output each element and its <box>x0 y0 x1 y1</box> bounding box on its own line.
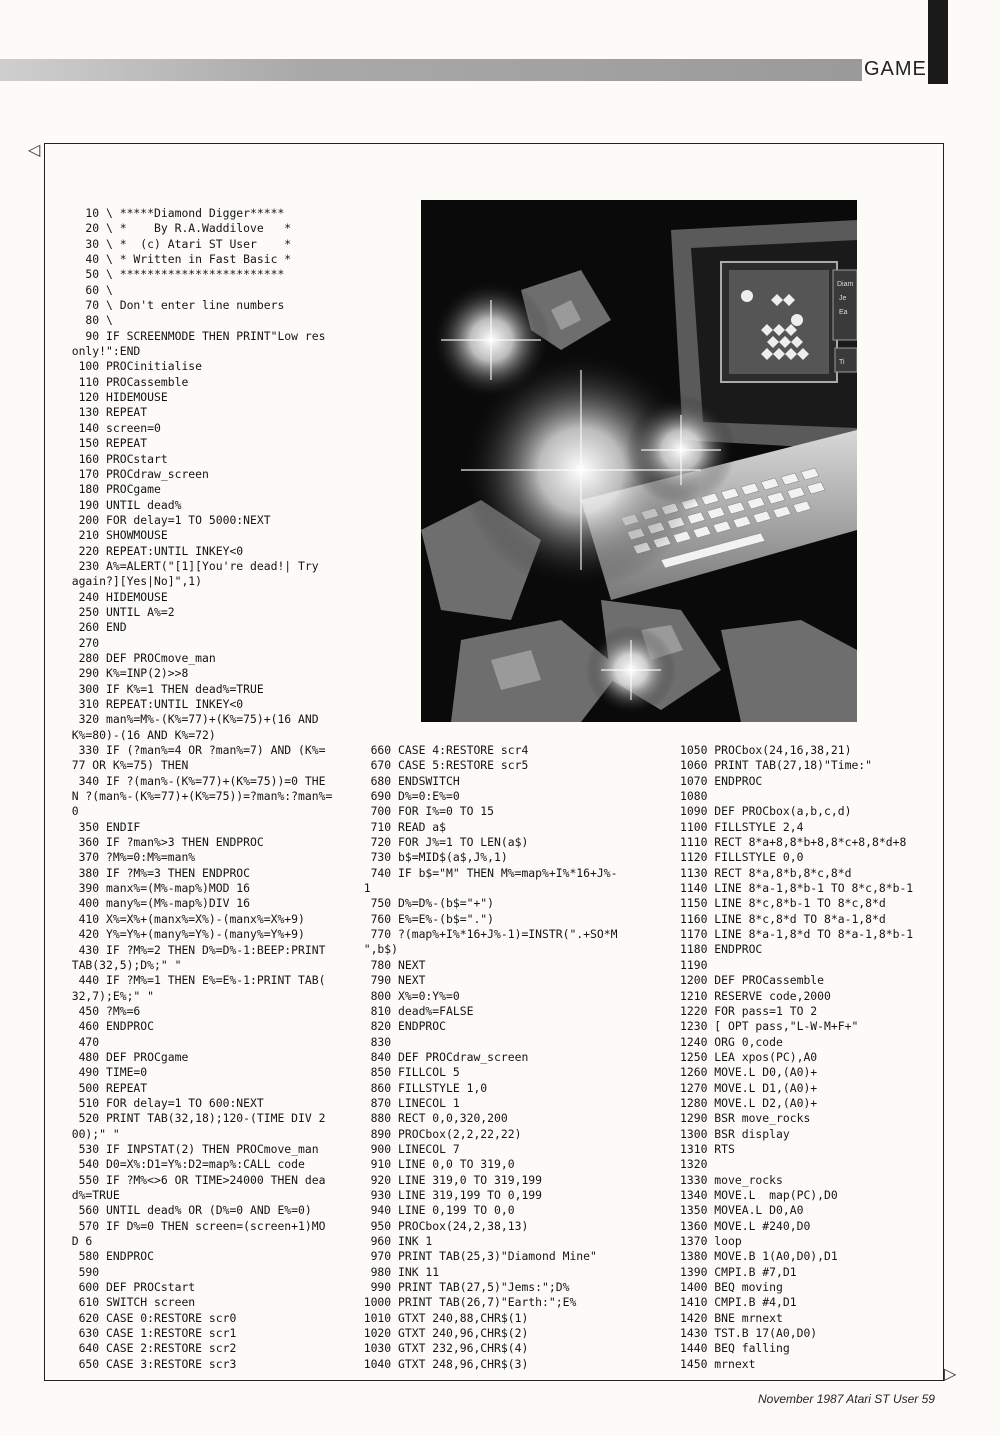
code-line: 680 ENDSWITCH <box>350 773 460 788</box>
code-line: 1210 RESERVE code,2000 <box>680 988 831 1003</box>
code-line: 1130 RECT 8*a,8*b,8*c,8*d <box>680 865 852 880</box>
code-line: 32,7);E%;" " <box>58 988 155 1003</box>
code-line: 1300 BSR display <box>680 1126 790 1141</box>
page-edge-tab <box>928 0 948 84</box>
code-line: 1450 mrnext <box>680 1356 756 1371</box>
code-line: 800 X%=0:Y%=0 <box>350 988 460 1003</box>
code-line: 460 ENDPROC <box>58 1019 155 1034</box>
screen-label-4: Ti <box>839 359 845 366</box>
code-line: 330 IF (?man%=4 OR ?man%=7) AND (K%= <box>58 743 326 758</box>
code-line: 940 LINE 0,199 TO 0,0 <box>350 1203 515 1218</box>
code-line: 1200 DEF PROCassemble <box>680 973 825 988</box>
code-line: 1280 MOVE.L D2,(A0)+ <box>680 1095 818 1110</box>
code-line: 1090 DEF PROCbox(a,b,c,d) <box>680 804 852 819</box>
code-line: 380 IF ?M%=3 THEN ENDPROC <box>58 865 251 880</box>
code-line: 210 SHOWMOUSE <box>58 528 168 543</box>
code-line: 1120 FILLSTYLE 0,0 <box>680 850 804 865</box>
code-line: 1430 TST.B 17(A0,D0) <box>680 1326 818 1341</box>
code-line: 1400 BEQ moving <box>680 1280 783 1295</box>
code-line: N ?(man%-(K%=77)+(K%=75))=?man%:?man%= <box>58 789 333 804</box>
code-line: 60 \ <box>58 282 113 297</box>
code-line: 100 PROCinitialise <box>58 359 203 374</box>
code-line: 320 man%=M%-(K%=77)+(K%=75)+(16 AND <box>58 712 319 727</box>
code-line: 880 RECT 0,0,320,200 <box>350 1111 508 1126</box>
code-line: 810 dead%=FALSE <box>350 1003 474 1018</box>
code-line: 760 E%=E%-(b$=".") <box>350 911 495 926</box>
code-line: 920 LINE 319,0 TO 319,199 <box>350 1172 543 1187</box>
code-line: 50 \ ************************ <box>58 267 285 282</box>
code-line: 290 K%=INP(2)>>8 <box>58 666 189 681</box>
code-line: 310 REPEAT:UNTIL INKEY<0 <box>58 697 244 711</box>
code-line: 740 IF b$="M" THEN M%=map%+I%*16+J%- <box>350 865 618 880</box>
code-line: TAB(32,5);D%;" " <box>58 957 182 972</box>
code-line: 260 END <box>58 620 127 635</box>
section-header-bar <box>0 59 862 81</box>
code-line: 540 D0=X%:D1=Y%:D2=map%:CALL code <box>58 1157 305 1172</box>
right-triangle-marker-icon: ▷ <box>944 1366 957 1383</box>
code-line: 170 PROCdraw_screen <box>58 466 209 481</box>
code-line: 610 SWITCH screen <box>58 1295 196 1310</box>
code-line: 0 <box>58 804 79 819</box>
code-line: 1140 LINE 8*a-1,8*b-1 TO 8*c,8*b-1 <box>680 881 914 896</box>
code-line: D 6 <box>58 1234 93 1249</box>
code-line: 300 IF K%=1 THEN dead%=TRUE <box>58 681 264 696</box>
code-line: 390 manx%=(M%-map%)MOD 16 <box>58 881 251 896</box>
code-line: 970 PRINT TAB(25,3)"Diamond Mine" <box>350 1249 597 1264</box>
code-line: 1180 ENDPROC <box>680 942 763 957</box>
code-line: 1390 CMPI.B #7,D1 <box>680 1264 797 1279</box>
code-line: 270 <box>58 635 100 650</box>
code-line: 650 CASE 3:RESTORE scr3 <box>58 1356 237 1371</box>
code-line: 560 UNTIL dead% OR (D%=0 AND E%=0) <box>58 1203 312 1218</box>
computer-photo <box>421 200 857 722</box>
code-line: 340 IF ?(man%-(K%=77)+(K%=75))=0 THE <box>58 773 326 788</box>
code-line: 120 HIDEMOUSE <box>58 390 168 405</box>
code-line: 450 ?M%=6 <box>58 1003 141 1018</box>
code-line: 1370 loop <box>680 1234 742 1248</box>
code-line: 1170 LINE 8*a-1,8*d TO 8*a-1,8*b-1 <box>680 927 914 942</box>
code-line: 670 CASE 5:RESTORE scr5 <box>350 758 529 773</box>
code-line: 350 ENDIF <box>58 819 141 834</box>
code-line: 820 ENDPROC <box>350 1019 447 1034</box>
code-line: 1270 MOVE.L D1,(A0)+ <box>680 1080 818 1095</box>
code-line: 1410 CMPI.B #4,D1 <box>680 1295 797 1310</box>
code-line: 400 many%=(M%-map%)DIV 16 <box>58 896 251 911</box>
code-line: 660 CASE 4:RESTORE scr4 <box>350 743 529 757</box>
code-line: 870 LINECOL 1 <box>350 1095 460 1110</box>
code-line: 1380 MOVE.B 1(A0,D0),D1 <box>680 1249 838 1264</box>
code-line: 140 screen=0 <box>58 420 161 435</box>
code-line: 230 A%=ALERT("[1][You're dead!| Try <box>58 558 319 573</box>
code-line: 1320 <box>680 1157 708 1172</box>
code-line: 1050 PROCbox(24,16,38,21) <box>680 743 852 757</box>
code-line: 690 D%=0:E%=0 <box>350 789 460 804</box>
code-line: 430 IF ?M%=2 THEN D%=D%-1:BEEP:PRINT <box>58 942 326 957</box>
code-line: d%=TRUE <box>58 1188 120 1202</box>
code-line: ",b$) <box>350 942 399 957</box>
code-line: 750 D%=D%-(b$="+") <box>350 896 495 911</box>
code-line: 960 INK 1 <box>350 1234 433 1248</box>
code-line: 150 REPEAT <box>58 436 148 451</box>
code-line: 40 \ * Written in Fast Basic * <box>58 252 292 267</box>
code-line: 1260 MOVE.L D0,(A0)+ <box>680 1065 818 1080</box>
code-line: 490 TIME=0 <box>58 1065 148 1080</box>
code-line: 30 \ * (c) Atari ST User * <box>58 236 292 251</box>
page-footer: November 1987 Atari ST User 59 <box>758 1392 935 1406</box>
code-line: 77 OR K%=75) THEN <box>58 758 189 773</box>
code-line: 1110 RECT 8*a+8,8*b+8,8*c+8,8*d+8 <box>680 835 907 850</box>
code-line: 510 FOR delay=1 TO 600:NEXT <box>58 1095 264 1110</box>
code-line: 1010 GTXT 240,88,CHR$(1) <box>350 1310 529 1325</box>
code-line: only!":END <box>58 344 141 359</box>
code-line: 1020 GTXT 240,96,CHR$(2) <box>350 1326 529 1341</box>
code-line: 600 DEF PROCstart <box>58 1280 196 1295</box>
code-line: 280 DEF PROCmove_man <box>58 650 216 665</box>
code-line: 70 \ Don't enter line numbers <box>58 298 285 313</box>
code-line: 160 PROCstart <box>58 451 168 466</box>
code-line: 550 IF ?M%<>6 OR TIME>24000 THEN dea <box>58 1172 326 1187</box>
code-line: 1070 ENDPROC <box>680 773 763 788</box>
code-line: 770 ?(map%+I%*16+J%-1)=INSTR(".+SO*M <box>350 927 618 942</box>
code-line: 1290 BSR move_rocks <box>680 1111 811 1126</box>
code-line: 480 DEF PROCgame <box>58 1049 189 1064</box>
code-line: 420 Y%=Y%+(many%=Y%)-(many%=Y%+9) <box>58 927 305 942</box>
code-line: 1340 MOVE.L map(PC),D0 <box>680 1187 838 1202</box>
code-line: 250 UNTIL A%=2 <box>58 604 175 619</box>
code-line: 620 CASE 0:RESTORE scr0 <box>58 1310 237 1325</box>
code-line: 790 NEXT <box>350 973 426 988</box>
code-line: 1230 [ OPT pass,"L-W-M+F+" <box>680 1019 859 1034</box>
code-line: 1150 LINE 8*c,8*b-1 TO 8*c,8*d <box>680 896 886 911</box>
code-line: 130 REPEAT <box>58 405 148 420</box>
code-line: 00);" " <box>58 1126 120 1141</box>
code-line: 840 DEF PROCdraw_screen <box>350 1049 529 1064</box>
code-line: 1100 FILLSTYLE 2,4 <box>680 819 804 834</box>
code-line: 1220 FOR pass=1 TO 2 <box>680 1003 818 1018</box>
code-line: 1420 BNE mrnext <box>680 1310 783 1325</box>
code-line: 1080 <box>680 789 708 804</box>
code-line: 1000 PRINT TAB(26,7)"Earth:";E% <box>350 1295 577 1310</box>
code-line: 1350 MOVEA.L D0,A0 <box>680 1203 804 1218</box>
code-line: 360 IF ?man%>3 THEN ENDPROC <box>58 835 264 850</box>
code-line: 860 FILLSTYLE 1,0 <box>350 1080 488 1095</box>
code-line: 1190 <box>680 957 708 972</box>
section-label: GAME <box>864 58 927 80</box>
code-line: 80 \ <box>58 313 113 328</box>
screen-label-2: Je <box>839 295 847 302</box>
code-line: 1160 LINE 8*c,8*d TO 8*a-1,8*d <box>680 911 886 926</box>
code-line: 730 b$=MID$(a$,J%,1) <box>350 850 508 865</box>
code-line: 370 ?M%=0:M%=man% <box>58 850 196 865</box>
code-line: 530 IF INPSTAT(2) THEN PROCmove_man <box>58 1141 319 1156</box>
code-line: 410 X%=X%+(manx%=X%)-(manx%=X%+9) <box>58 911 305 926</box>
code-line: 640 CASE 2:RESTORE scr2 <box>58 1341 237 1356</box>
code-line: 1330 move_rocks <box>680 1172 783 1187</box>
code-line: again?][Yes|No]",1) <box>58 574 203 589</box>
code-line: 470 <box>58 1034 100 1049</box>
code-line: 700 FOR I%=0 TO 15 <box>350 804 495 819</box>
listing-column-3 <box>680 743 913 1372</box>
listing-column-1 <box>58 206 332 1372</box>
code-line: 240 HIDEMOUSE <box>58 589 168 604</box>
code-line: 910 LINE 0,0 TO 319,0 <box>350 1157 515 1172</box>
code-line: 500 REPEAT <box>58 1080 148 1095</box>
code-line: 980 INK 11 <box>350 1264 440 1279</box>
code-line: 1240 ORG 0,code <box>680 1034 783 1049</box>
code-line: 780 NEXT <box>350 957 426 972</box>
code-line: 710 READ a$ <box>350 819 447 834</box>
code-line: 830 <box>350 1034 392 1049</box>
code-line: 900 LINECOL 7 <box>350 1141 460 1156</box>
code-line: 220 REPEAT:UNTIL INKEY<0 <box>58 543 244 558</box>
code-line: K%=80)-(16 AND K%=72) <box>58 727 216 742</box>
code-line: 890 PROCbox(2,2,22,22) <box>350 1126 522 1141</box>
code-line: 630 CASE 1:RESTORE scr1 <box>58 1326 237 1341</box>
code-line: 580 ENDPROC <box>58 1249 155 1264</box>
screen-label-1: Diam <box>837 281 854 288</box>
code-line: 1 <box>350 881 371 896</box>
code-line: 930 LINE 319,199 TO 0,199 <box>350 1187 543 1202</box>
code-line: 90 IF SCREENMODE THEN PRINT"Low res <box>58 328 326 343</box>
code-line: 520 PRINT TAB(32,18);120-(TIME DIV 2 <box>58 1111 326 1126</box>
code-line: 1250 LEA xpos(PC),A0 <box>680 1049 818 1064</box>
code-line: 180 PROCgame <box>58 482 161 497</box>
code-line: 200 FOR delay=1 TO 5000:NEXT <box>58 512 271 527</box>
code-line: 1440 BEQ falling <box>680 1341 790 1356</box>
code-line: 20 \ * By R.A.Waddilove * <box>58 221 292 236</box>
code-line: 590 <box>58 1264 100 1279</box>
code-line: 1030 GTXT 232,96,CHR$(4) <box>350 1341 529 1356</box>
code-line: 440 IF ?M%=1 THEN E%=E%-1:PRINT TAB( <box>58 973 326 988</box>
code-line: 950 PROCbox(24,2,38,13) <box>350 1218 529 1233</box>
code-line: 1060 PRINT TAB(27,18)"Time:" <box>680 758 873 773</box>
code-line: 110 PROCassemble <box>58 374 189 389</box>
code-line: 850 FILLCOL 5 <box>350 1065 460 1080</box>
code-line: 1310 RTS <box>680 1141 735 1156</box>
code-line: 720 FOR J%=1 TO LEN(a$) <box>350 835 529 850</box>
code-line: 1040 GTXT 248,96,CHR$(3) <box>350 1356 529 1371</box>
screen-label-3: Ea <box>839 309 848 316</box>
code-line: 570 IF D%=0 THEN screen=(screen+1)MO <box>58 1218 326 1233</box>
left-triangle-marker-icon: ◁ <box>28 142 41 159</box>
code-line: 10 \ *****Diamond Digger***** <box>58 206 285 220</box>
code-line: 1360 MOVE.L #240,D0 <box>680 1218 811 1233</box>
code-line: 990 PRINT TAB(27,5)"Jems:";D% <box>350 1280 570 1295</box>
listing-column-2 <box>350 743 617 1372</box>
code-line: 190 UNTIL dead% <box>58 497 182 512</box>
